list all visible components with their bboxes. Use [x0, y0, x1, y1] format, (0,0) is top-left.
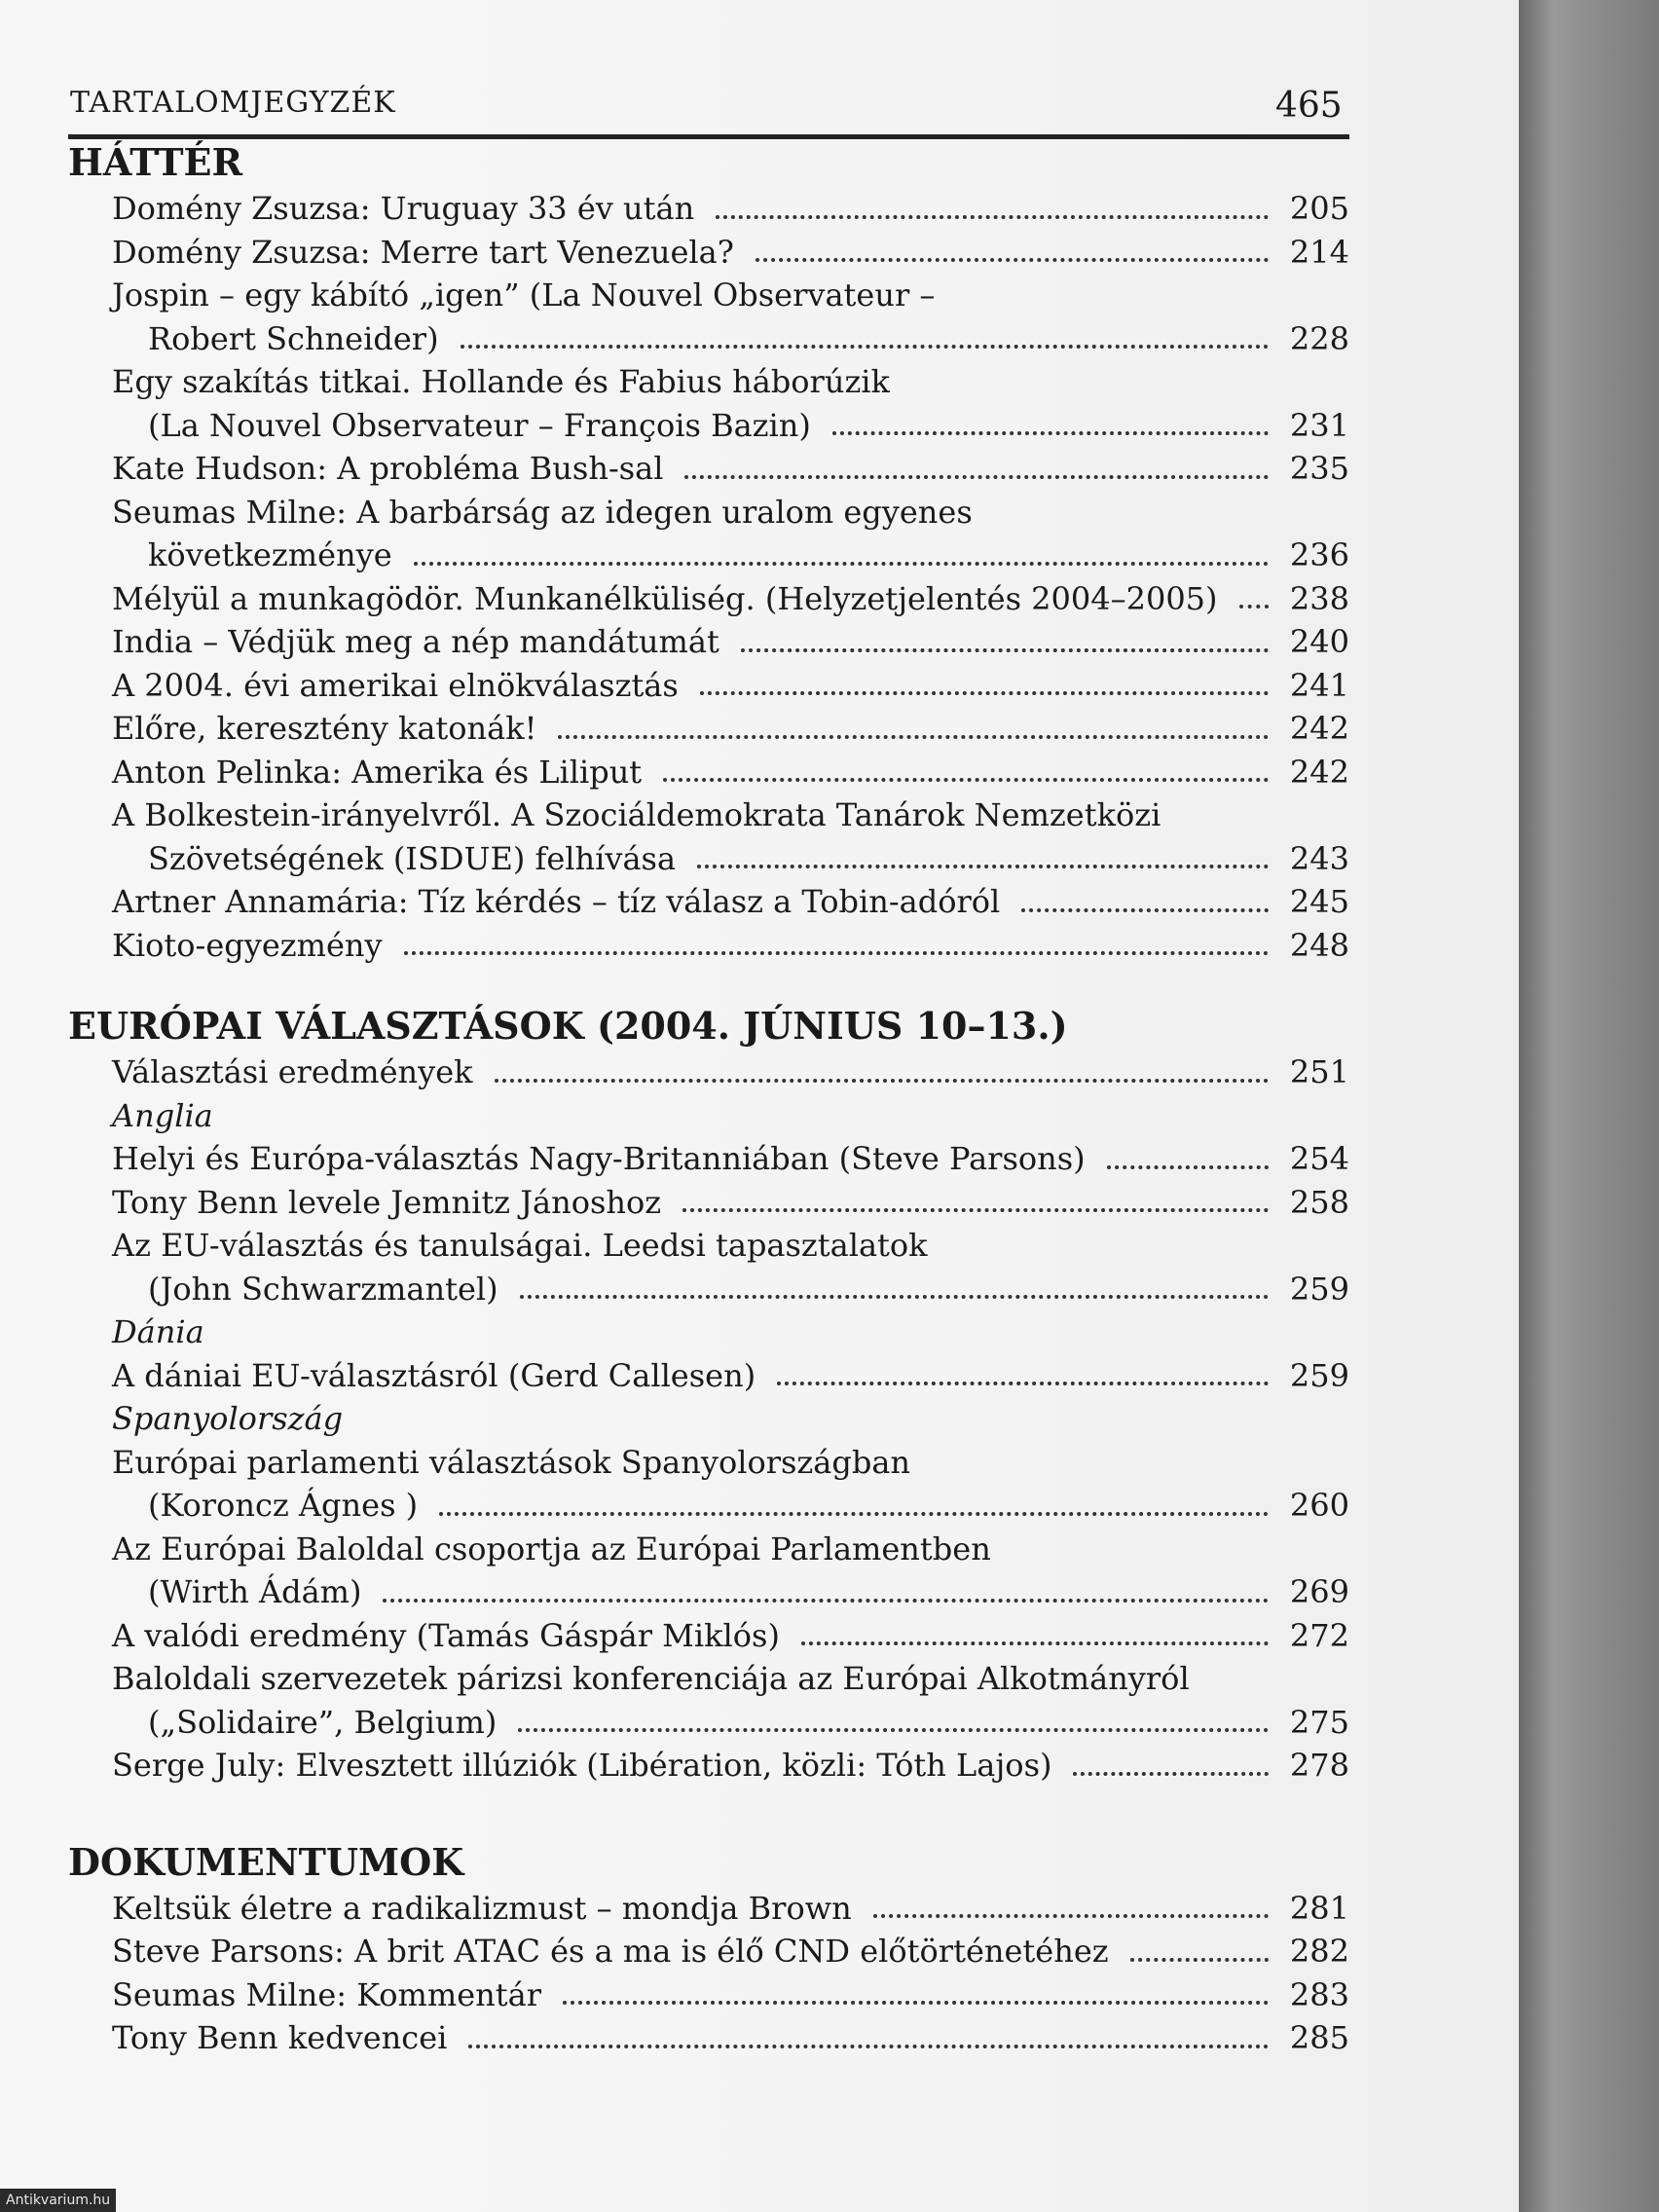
- toc-entry: [68, 404, 1349, 448]
- toc-entry-page: 236: [1289, 536, 1349, 573]
- toc-entry: [68, 751, 1349, 794]
- dot-leader: [682, 1208, 1269, 1212]
- toc-entry-page: 258: [1289, 1183, 1349, 1221]
- toc-entry-title: Domény Zsuzsa: Uruguay 33 év után: [112, 190, 695, 227]
- section-title: HÁTTÉR: [68, 140, 243, 184]
- toc-entry-title: („Solidaire”, Belgium): [148, 1703, 498, 1741]
- dot-leader: [468, 2045, 1269, 2048]
- toc-entry-title: Serge July: Elvesztett illúziók (Libération, közli: Tóth Lajos): [112, 1747, 1052, 1784]
- toc-entry: [68, 1137, 1349, 1181]
- toc-entry-title: következménye: [148, 536, 392, 573]
- toc-entry: [68, 707, 1349, 751]
- dot-leader: [439, 1512, 1269, 1516]
- toc-entry-title: India – Védjük meg a nép mandátumát: [112, 623, 719, 660]
- section-title: EURÓPAI VÁLASZTÁSOK (2004. JÚNIUS 10–13.): [68, 1004, 1068, 1048]
- dot-leader: [518, 1728, 1269, 1732]
- toc-entry: [68, 1354, 1349, 1398]
- toc-entry-page: 281: [1289, 1889, 1349, 1927]
- toc-entry-first-line: Baloldali szervezetek párizsi konferenciája az Európai Alkotmányról: [112, 1660, 1190, 1697]
- toc-entry-title: Artner Annamária: Tíz kérdés – tíz válasz a Tobin-adóról: [112, 883, 1001, 920]
- dot-leader: [1021, 908, 1269, 912]
- toc-entry-page: 231: [1289, 406, 1349, 444]
- table-of-contents: [68, 138, 1349, 2060]
- dot-leader: [756, 258, 1269, 262]
- toc-entry-first-line: Európai parlamenti választások Spanyolországban: [112, 1443, 911, 1481]
- toc-entry-page: 272: [1289, 1616, 1349, 1654]
- toc-entry: [68, 837, 1349, 881]
- dot-leader: [777, 1382, 1269, 1385]
- toc-entry: [68, 1268, 1349, 1311]
- toc-entry-page: 243: [1289, 839, 1349, 877]
- toc-entry: [68, 880, 1349, 924]
- toc-entry: [68, 1570, 1349, 1614]
- toc-entry-title: A 2004. évi amerikai elnökválasztás: [112, 666, 679, 704]
- toc-entry: [68, 1051, 1349, 1094]
- toc-entry-title: Anton Pelinka: Amerika és Liliput: [112, 753, 643, 791]
- toc-entry: [68, 1181, 1349, 1225]
- dot-leader: [697, 865, 1269, 868]
- toc-entry: [68, 1484, 1349, 1528]
- toc-entry: [68, 1744, 1349, 1788]
- toc-entry-title: Kate Hudson: A probléma Bush-sal: [112, 450, 664, 487]
- toc-entry-page: 214: [1289, 233, 1349, 271]
- toc-entry-title: Mélyül a munkagödör. Munkanélküliség. (Helyzetjelentés 2004–2005): [112, 579, 1218, 617]
- dot-leader: [383, 1599, 1268, 1603]
- dot-leader: [741, 648, 1269, 652]
- toc-entry-page: 240: [1289, 623, 1349, 660]
- toc-entry-page: 238: [1289, 579, 1349, 617]
- toc-entry-title: A valódi eredmény (Tamás Gáspár Miklós): [112, 1616, 780, 1654]
- country-subheading: Dánia: [112, 1313, 204, 1350]
- section-gap: [68, 967, 1349, 1002]
- toc-entry-title: (Wirth Ádám): [148, 1573, 362, 1610]
- toc-entry: [68, 317, 1349, 361]
- toc-entry-page: 235: [1289, 450, 1349, 487]
- toc-entry-page: 275: [1289, 1703, 1349, 1741]
- running-header-title: TARTALOMJEGYZÉK: [70, 86, 396, 120]
- toc-entry: [68, 577, 1349, 621]
- toc-entry-title: Robert Schneider): [148, 319, 439, 357]
- section-gap: [68, 1788, 1349, 1838]
- toc-entry: [68, 447, 1349, 491]
- toc-entry-title: Seumas Milne: Kommentár: [112, 1975, 541, 2013]
- dot-leader: [520, 1295, 1269, 1299]
- toc-entry-first-line: Jospin – egy kábító „igen” (La Nouvel Observateur –: [112, 276, 936, 313]
- toc-entry-page: 254: [1289, 1140, 1349, 1177]
- toc-entry-title: Tony Benn kedvencei: [112, 2019, 448, 2056]
- dot-leader: [663, 778, 1269, 782]
- toc-entry: [68, 620, 1349, 664]
- dot-leader: [495, 1079, 1269, 1083]
- toc-entry-title: Kioto-egyezmény: [112, 926, 383, 964]
- toc-entry: [68, 664, 1349, 708]
- toc-entry-first-line: Egy szakítás titkai. Hollande és Fabius háborúzik: [112, 363, 890, 400]
- toc-entry: [68, 1930, 1349, 1973]
- toc-entry-page: 269: [1289, 1573, 1349, 1610]
- toc-entry-page: 282: [1289, 1933, 1349, 1970]
- section-title: DOKUMENTUMOK: [68, 1839, 464, 1884]
- toc-entry-title: Előre, keresztény katonák!: [112, 710, 537, 747]
- toc-entry-title: Helyi és Európa-választás Nagy-Britanniában (Steve Parsons): [112, 1140, 1086, 1177]
- toc-entry-title: (Koroncz Ágnes ): [148, 1487, 419, 1524]
- dot-leader: [1130, 1958, 1269, 1962]
- toc-entry-title: Keltsük életre a radikalizmust – mondja Brown: [112, 1889, 852, 1927]
- toc-entry-page: 260: [1289, 1487, 1349, 1524]
- toc-entry-page: 259: [1289, 1270, 1349, 1308]
- dot-leader: [700, 691, 1269, 695]
- dot-leader: [684, 475, 1268, 479]
- toc-entry-title: Választási eredmények: [112, 1053, 473, 1090]
- toc-entry-page: 278: [1289, 1747, 1349, 1784]
- country-subheading: Anglia: [112, 1096, 213, 1134]
- toc-entry-first-line: Az EU-választás és tanulságai. Leedsi tapasztalatok: [112, 1227, 928, 1264]
- toc-entry-page: 242: [1289, 753, 1349, 791]
- dot-leader: [558, 735, 1268, 739]
- dot-leader: [832, 431, 1269, 435]
- dot-leader: [1073, 1772, 1268, 1776]
- toc-entry-first-line: Seumas Milne: A barbárság az idegen uralom egyenes: [112, 493, 973, 531]
- toc-entry: [68, 924, 1349, 968]
- toc-entry-first-line: Az Európai Baloldal csoportja az Európai Parlamentben: [112, 1530, 991, 1567]
- toc-entry: [68, 1973, 1349, 2017]
- toc-entry: [68, 534, 1349, 577]
- toc-entry-title: Szövetségének (ISDUE) felhívása: [148, 839, 677, 877]
- toc-entry-title: A dániai EU-választásról (Gerd Callesen): [112, 1356, 756, 1394]
- dot-leader: [414, 562, 1269, 566]
- toc-entry-title: (La Nouvel Observateur – François Bazin): [148, 406, 811, 444]
- toc-entry-page: 251: [1289, 1053, 1349, 1090]
- toc-entry-title: (John Schwarzmantel): [148, 1270, 498, 1308]
- dot-leader: [716, 215, 1269, 219]
- dot-leader: [1239, 605, 1269, 608]
- toc-entry: [68, 1614, 1349, 1658]
- toc-entry: [68, 2016, 1349, 2060]
- dot-leader: [1107, 1165, 1269, 1169]
- country-subheading: Spanyolország: [112, 1400, 344, 1437]
- toc-entry-title: Domény Zsuzsa: Merre tart Venezuela?: [112, 233, 734, 271]
- dot-leader: [873, 1914, 1269, 1918]
- toc-entry-page: 205: [1289, 190, 1349, 227]
- toc-entry: [68, 231, 1349, 275]
- watermark: Antikvarium.hu: [0, 2189, 116, 2212]
- toc-entry: [68, 187, 1349, 231]
- dot-leader: [563, 2001, 1269, 2005]
- dot-leader: [461, 345, 1269, 349]
- toc-entry-page: 248: [1289, 926, 1349, 964]
- toc-entry-title: Steve Parsons: A brit ATAC és a ma is élő CND előtörténetéhez: [112, 1933, 1109, 1970]
- book-spine-shadow: [1519, 0, 1659, 2212]
- toc-entry-page: 285: [1289, 2019, 1349, 2056]
- toc-entry: [68, 1701, 1349, 1745]
- page-number: 465: [1275, 86, 1343, 126]
- toc-entry-title: Tony Benn levele Jemnitz Jánoshoz: [112, 1183, 662, 1221]
- toc-entry-first-line: A Bolkestein-irányelvről. A Szociáldemokrata Tanárok Nemzetközi: [112, 796, 1161, 833]
- toc-entry-page: 228: [1289, 319, 1349, 357]
- toc-entry-page: 283: [1289, 1975, 1349, 2013]
- toc-entry-page: 259: [1289, 1356, 1349, 1394]
- dot-leader: [801, 1641, 1269, 1645]
- dot-leader: [404, 951, 1269, 955]
- toc-entry-page: 242: [1289, 710, 1349, 747]
- toc-entry: [68, 1887, 1349, 1931]
- toc-entry-page: 241: [1289, 666, 1349, 704]
- toc-entry-page: 245: [1289, 883, 1349, 920]
